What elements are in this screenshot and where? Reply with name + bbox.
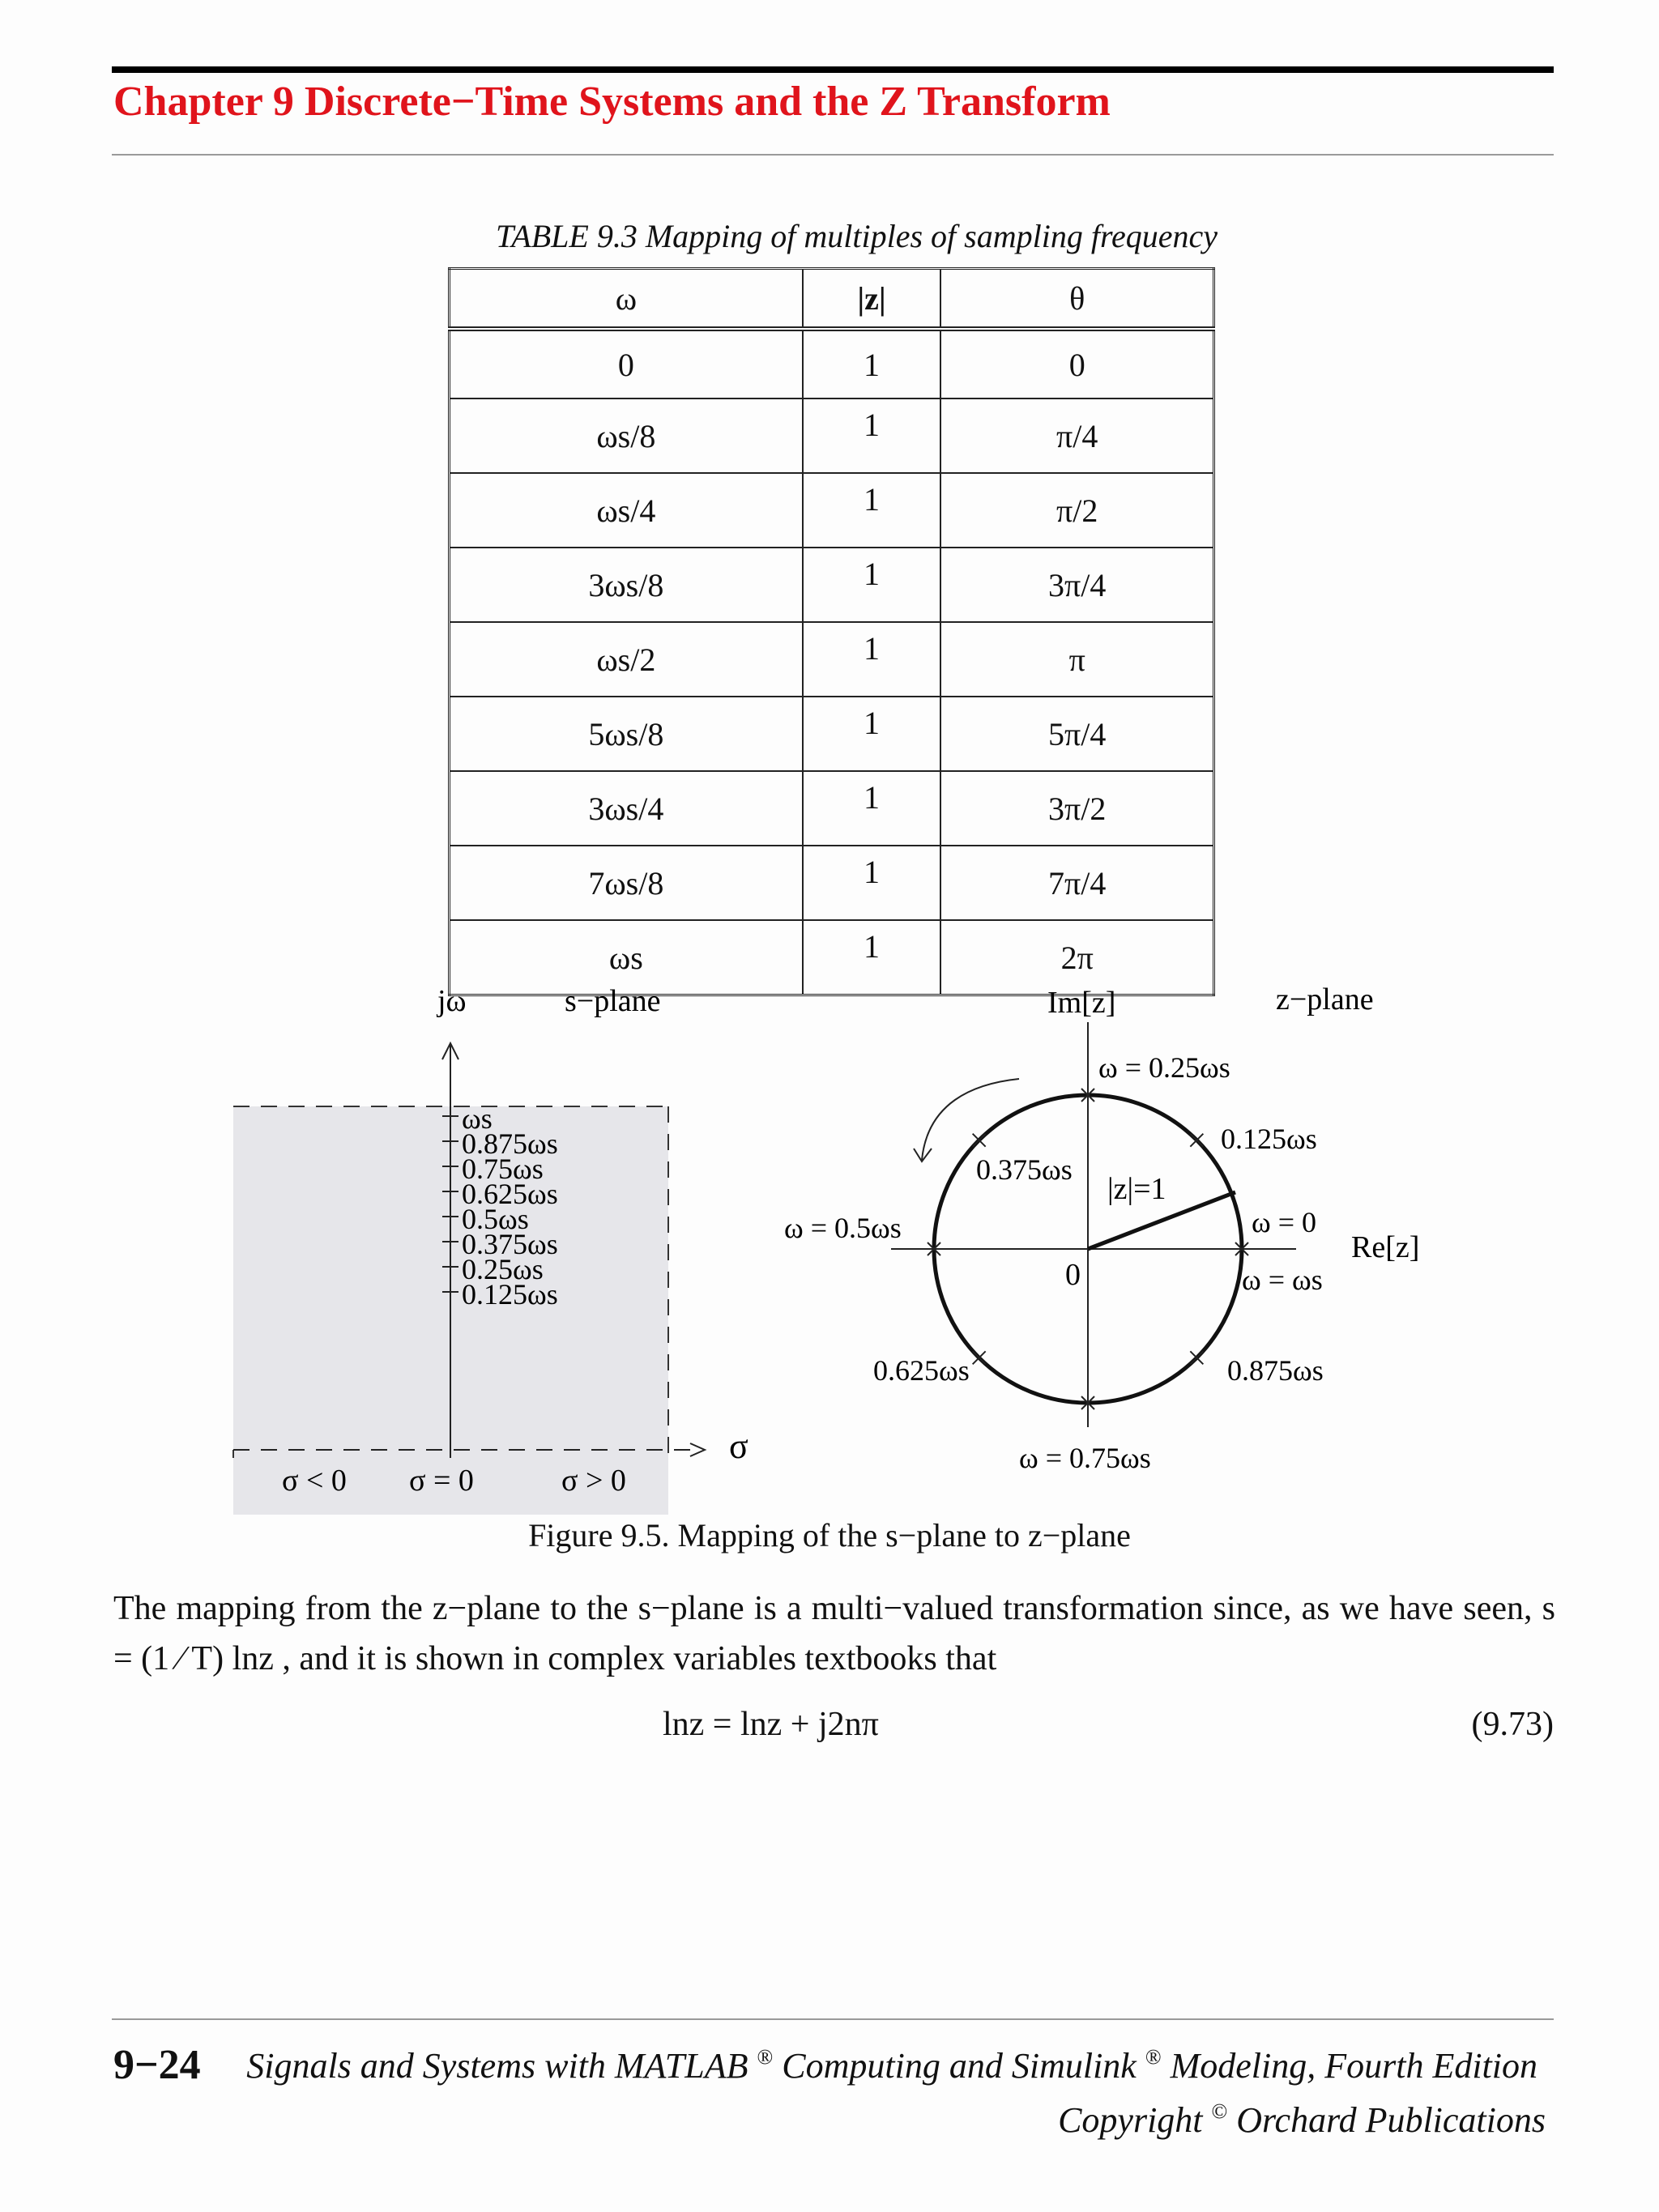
table-header-cell: θ [940, 269, 1213, 330]
table-cell: π [940, 622, 1213, 697]
table-cell: 7ωs/8 [450, 846, 803, 920]
book-title-part: Computing and Simulink [773, 2046, 1137, 2086]
table-cell: ωs/4 [450, 473, 803, 548]
table-header-cell: ω [450, 269, 803, 330]
sigma-positive-label: σ > 0 [561, 1464, 626, 1498]
z-plane-point-label: 0.875ωs [1227, 1354, 1324, 1387]
z-plane-point-label: 0.375ωs [976, 1153, 1073, 1186]
table-cell: 1 [803, 846, 941, 920]
table-cell: π/4 [940, 399, 1213, 473]
header-bottom-rule [112, 154, 1554, 156]
z-plane-point-label: ω = 0.25ωs [1098, 1051, 1230, 1084]
table-cell: ωs/2 [450, 622, 803, 697]
table-cell: 0 [450, 329, 803, 399]
registered-mark: ® [757, 2045, 774, 2069]
frequency-tick-label: 0.125ωs [462, 1278, 558, 1311]
unit-magnitude-label: |z|=1 [1107, 1172, 1166, 1206]
table-cell: 1 [803, 329, 941, 399]
frequency-tick-label: ωs [462, 1102, 493, 1135]
frequency-tick-label: 0.875ωs [462, 1127, 558, 1160]
frequency-tick-label: 0.5ωs [462, 1203, 529, 1235]
frequency-tick-label: 0.25ωs [462, 1253, 544, 1285]
page-number: 9−24 [113, 2042, 201, 2088]
table-row [450, 329, 1214, 399]
z-plane-title: z−plane [1276, 982, 1374, 1016]
table-cell: 2π [940, 920, 1213, 995]
book-title [246, 2045, 1537, 2086]
sigma-zero-label: σ = 0 [409, 1464, 474, 1498]
table-cell: 1 [803, 548, 941, 622]
jw-axis-label: jω [437, 984, 467, 1018]
table-cell: 3ωs/4 [450, 771, 803, 846]
z-plane-point-label: 0.625ωs [873, 1354, 970, 1387]
table-row [450, 622, 1214, 697]
table-cell: 5π/4 [940, 697, 1213, 771]
table-cell: 3ωs/8 [450, 548, 803, 622]
table-row [450, 697, 1214, 771]
body-paragraph: The mapping from the z−plane to the s−plane is a multi−valued transformation since, as we have seen, s = (1 ⁄ T) lnz , and it is shown in complex variables textbooks that [113, 1590, 1555, 1677]
table-caption: TABLE 9.3 Mapping of multiples of sampling frequency [496, 218, 1218, 254]
im-axis-label: Im[z] [1047, 986, 1116, 1020]
z-plane-point-label: ω = 0.5ωs [784, 1212, 902, 1244]
frequency-mapping-table [448, 267, 1215, 996]
copyright-line [1058, 2099, 1546, 2141]
table-row [450, 771, 1214, 846]
table-cell: 1 [803, 473, 941, 548]
z-plane-point-label: ω = 0.75ωs [1019, 1442, 1151, 1474]
frequency-tick-label: 0.375ωs [462, 1228, 558, 1260]
frequency-tick-label: 0.625ωs [462, 1178, 558, 1210]
chapter-title: Chapter 9 Discrete−Time Systems and the Z Transform [113, 79, 1111, 125]
table-cell: π/2 [940, 473, 1213, 548]
footer-rule [112, 2018, 1554, 2020]
table-header-row [450, 269, 1214, 330]
table-row [450, 548, 1214, 622]
re-axis-label: Re[z] [1351, 1230, 1420, 1264]
table-cell: 3π/2 [940, 771, 1213, 846]
table-cell: ωs [450, 920, 803, 995]
equation: lnz = lnz + j2nπ [663, 1706, 879, 1743]
table-row [450, 473, 1214, 548]
table-cell: 7π/4 [940, 846, 1213, 920]
book-title-part: Modeling, Fourth Edition [1161, 2046, 1537, 2086]
registered-mark: ® [1145, 2045, 1162, 2069]
z-plane-point-label: 0.125ωs [1221, 1123, 1317, 1155]
mapped-point-marker [1190, 1134, 1203, 1147]
table-cell: 0 [940, 329, 1213, 399]
s-to-z-plane-figure [0, 956, 1659, 1515]
table-cell: 1 [803, 697, 941, 771]
table-cell: 1 [803, 920, 941, 995]
book-title-part: Signals and Systems with MATLAB [246, 2046, 748, 2086]
table-cell: 1 [803, 771, 941, 846]
copyright-mark: © [1211, 2099, 1228, 2123]
table-row [450, 399, 1214, 473]
mapped-point-marker [973, 1351, 986, 1364]
frequency-tick-label: 0.75ωs [462, 1153, 544, 1185]
table-header-cell: |z| [803, 269, 941, 330]
copyright-label: Copyright [1058, 2100, 1203, 2140]
sigma-axis-label: σ [729, 1426, 748, 1466]
sigma-negative-label: σ < 0 [282, 1464, 347, 1498]
publisher-name: Orchard Publications [1227, 2100, 1546, 2140]
sigma-arrowhead [690, 1443, 705, 1456]
z-plane-point-label: ω = 0 [1252, 1206, 1316, 1238]
origin-label: 0 [1065, 1258, 1081, 1292]
z-plane-point-label: ω = ωs [1242, 1264, 1323, 1296]
header-top-rule [112, 66, 1554, 73]
mapped-point-marker [973, 1134, 986, 1147]
table-cell: 5ωs/8 [450, 697, 803, 771]
table-cell: 1 [803, 399, 941, 473]
table-cell: ωs/8 [450, 399, 803, 473]
table-cell: 3π/4 [940, 548, 1213, 622]
equation-number: (9.73) [1471, 1706, 1554, 1743]
figure-caption: Figure 9.5. Mapping of the s−plane to z−plane [528, 1517, 1131, 1554]
mapped-point-marker [1190, 1351, 1203, 1364]
s-plane-title: s−plane [565, 984, 661, 1018]
table-row [450, 846, 1214, 920]
table-cell: 1 [803, 622, 941, 697]
